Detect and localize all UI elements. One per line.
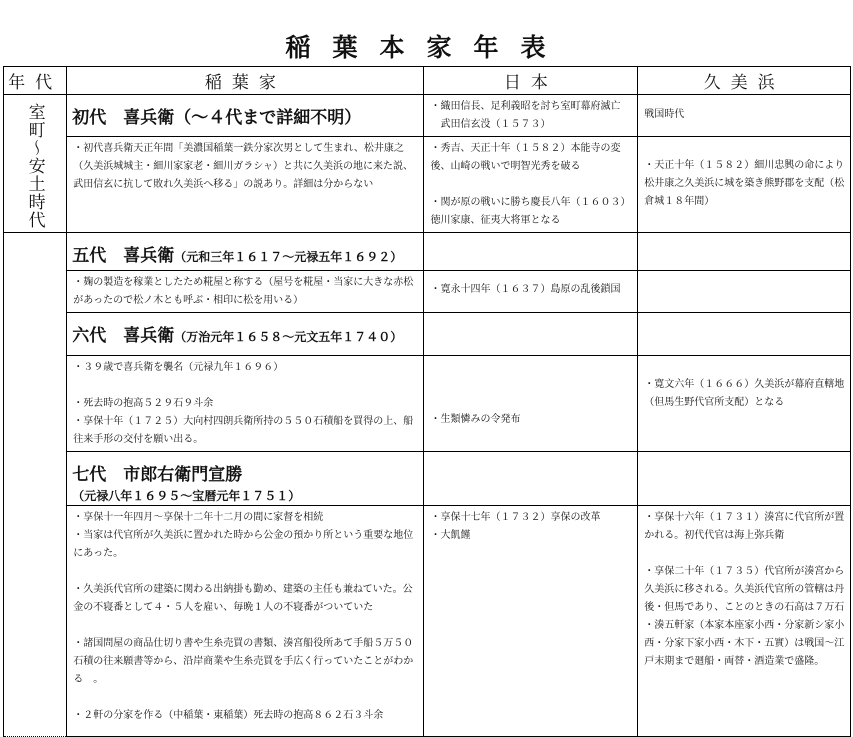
gen5-kumihama [638, 271, 850, 276]
gen6-years: （万治元年１６５８〜元文五年１７４０） [174, 330, 403, 344]
era-label: 室町〜安土時代 [24, 103, 45, 229]
gen5-title-row [4, 233, 851, 271]
chronology-table [3, 66, 851, 737]
gen1-kumihama: ・天正十年（１５８２）細川忠興の命により松井康之久美浜に城を築き熊野郡を支配（松倉城１８年間） [644, 160, 845, 207]
gen7-detail-row [4, 506, 851, 737]
gen5-years: （元和三年１６１７〜元禄五年１６９２） [174, 250, 403, 264]
gen5-detail-row [4, 271, 851, 313]
gen6-detail-row [4, 356, 851, 452]
header-row [4, 67, 851, 95]
header-era: 年代 [4, 67, 67, 95]
gen7-years: （元禄八年１６９５〜宝暦元年１７５１） [72, 489, 301, 503]
gen1-title-row [4, 95, 851, 137]
gen1-desc: ・初代喜兵衛天正年間「美濃国稲葉一鉄分家次男として生まれ、松井康之（久美浜城城主・細川家家老・細川ガラシャ）と共に久美浜の地に来た説、武田信玄に抗して敗れ久美浜へ移る」の説あり。詳細は分からない [73, 143, 414, 190]
gen7-japan: ・享保十七年（１７３２）享保の改革 ・大飢饉 [430, 512, 601, 541]
gen7-desc: ・享保十一年四月〜享保十二年十二月の間に家督を相続 ・当家は代官所が久美浜に置かれた時から公金の預かり所という重要な地位にあった。 ・久美浜代官所の建築に関わる出納掛も勤め、建築の主任も兼ねていた。公金の不寝番として４・５人を雇い、毎晩１人の不寝番がついていた ・諸国問屋の商品仕切り書や生糸売買の書類、湊宮船役所あて手船５万５０石積の往来願書等から、沿岸商業や生糸売買を手広く行っていたことがわかる 。 ・２軒の分家を作る（中稲葉・東稲葉）死去時の抱高８６２石３斗余 [73, 512, 414, 721]
gen6-japan: ・生類憐みの令発布 [430, 414, 521, 425]
gen6-kumihama: ・寛文六年（１６６６）久美浜が幕府直轄地（但馬生野代官所支配）となる [644, 379, 845, 408]
gen1-japan: ・秀吉、天正十年（１５８２）本能寺の変後、山崎の戦いで明智光秀を破る ・関が原の戦いに勝ち慶長八年（１６０３）徳川家康、征夷大将軍となる [430, 143, 631, 226]
gen5-name: 五代 喜兵衛 [72, 246, 175, 266]
gen7-title-row [4, 452, 851, 506]
gen1-japan-top: ・織田信長、足利義昭を討ち室町幕府滅亡 武田信玄没（１５７３） [430, 101, 621, 130]
page-title: 稲葉本家年表 [285, 33, 568, 62]
header-japan: 日本 [424, 67, 638, 95]
gen7-kumihama: ・享保十六年（１７３１）湊宮に代官所が置かれる。初代代官は海上弥兵衛 ・享保二十年（１７３５）代官所が湊宮から久美浜に移される。久美浜代官所の管轄は丹後・但馬であり、ことのときの石高は７万石 ・湊五軒家（本家本座家小西・分家新シ家小西・分家下家小西・木下・五實）は戦国〜江戸末期まで廻船・両替・酒造業で盛隆。 [644, 512, 845, 667]
gen1-detail-row [4, 137, 851, 233]
gen6-title-row [4, 313, 851, 356]
header-inaba: 稲葉家 [67, 67, 424, 95]
header-kumihama: 久美浜 [638, 67, 851, 95]
era-cell-empty [4, 233, 67, 737]
era-cell [4, 95, 67, 233]
gen5-desc: ・麹の製造を稼業としたため糀屋と称する（屋号を糀屋・当家に大きな赤松があったので松ノ木とも呼ぶ・相印に松を用いる） [73, 277, 414, 306]
gen1-name: 初代 喜兵衛（〜４代まで詳細不明） [72, 108, 362, 128]
gen5-japan: ・寛永十四年（１６３７）島原の乱後鎖国 [430, 284, 621, 295]
gen6-desc: ・３９歳で喜兵衛を襲名（元禄九年１６９６） ・死去時の抱高５２９石９斗余 ・享保十年（１７２５）大向村四朗兵衛所持の５５０石積船を買得の上、船往来手形の交付を願い出る。 [73, 362, 414, 445]
gen7-name: 七代 市郎右衛門宣勝 [72, 465, 243, 485]
gen1-kumihama-top: 戦国時代 [644, 109, 685, 120]
gen6-name: 六代 喜兵衛 [72, 326, 175, 346]
